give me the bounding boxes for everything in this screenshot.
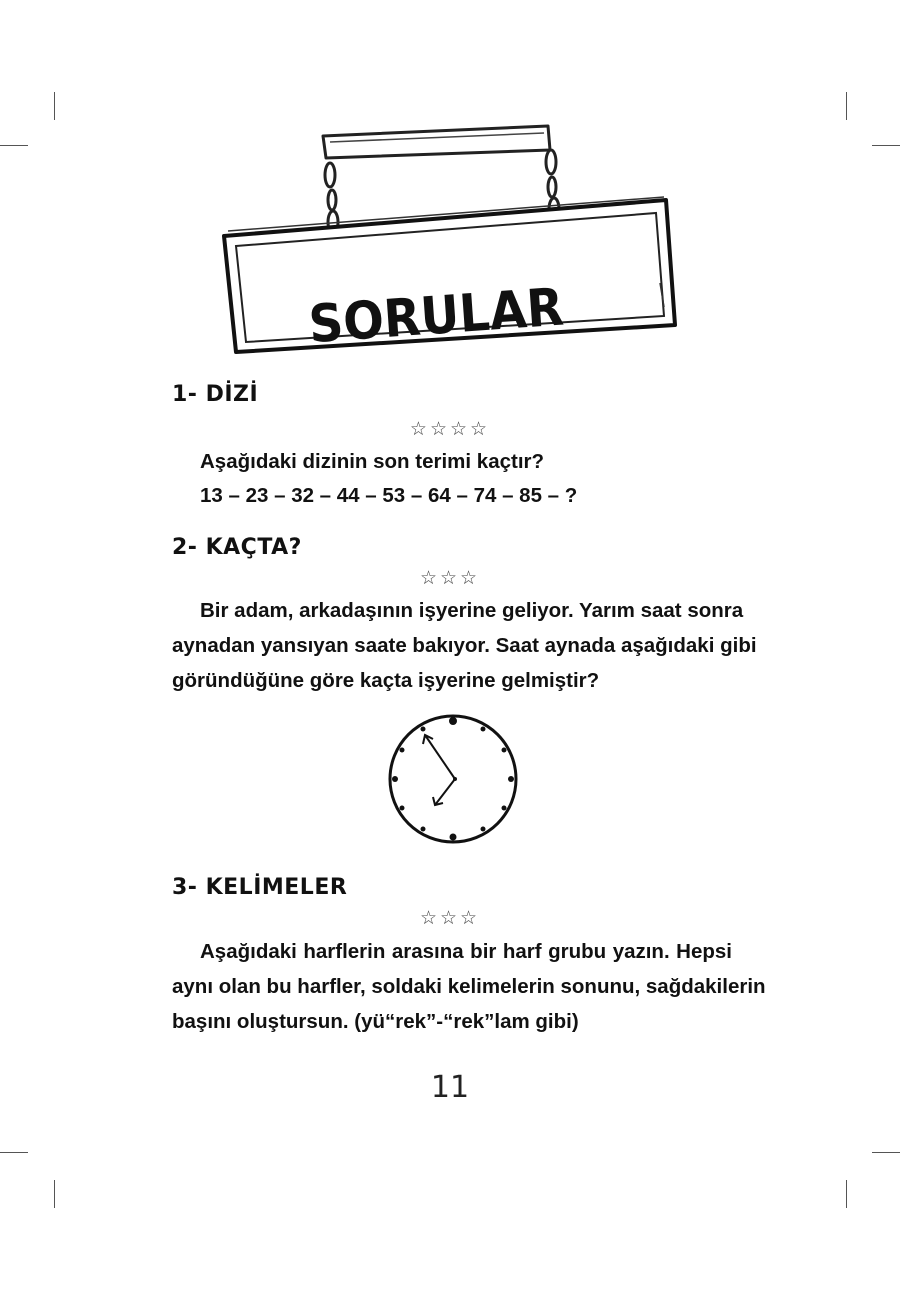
- number-sequence: 13 – 23 – 32 – 44 – 53 – 64 – 74 – 85 – ?: [200, 484, 578, 507]
- crop-mark: [846, 1180, 847, 1208]
- question-heading: 2- KAÇTA?: [172, 535, 302, 560]
- paragraph-line: göründüğüne göre kaçta işyerine gelmiştir?: [172, 669, 600, 692]
- crop-mark: [0, 1152, 28, 1153]
- paragraph-line: aynadan yansıyan saate bakıyor. Saat aynada aşağıdaki gibi: [172, 634, 757, 657]
- question-paragraph: [172, 593, 757, 698]
- mirrored-clock: [383, 713, 523, 845]
- hanging-sign: [0, 0, 900, 380]
- paragraph-line: Bir adam, arkadaşının işyerine geliyor. Yarım saat sonra: [200, 599, 744, 622]
- page-number: 11: [430, 1070, 470, 1105]
- question-heading: 1- DİZİ: [172, 382, 259, 407]
- difficulty-stars: ☆☆☆: [419, 907, 481, 929]
- crop-mark: [54, 1180, 55, 1208]
- paragraph-line: aynı olan bu harfler, soldaki kelimelerin sonunu, sağdakilerin: [172, 975, 766, 998]
- paragraph-line: başını oluştursun. (yü“rek”-“rek”lam gibi): [172, 1010, 579, 1033]
- difficulty-stars: ☆☆☆☆: [409, 418, 491, 440]
- paragraph-line: Aşağıdaki harflerin arasına bir harf grubu yazın. Hepsi: [200, 940, 732, 963]
- question-text: Aşağıdaki dizinin son terimi kaçtır?: [200, 450, 545, 473]
- crop-mark: [872, 1152, 900, 1153]
- difficulty-stars: ☆☆☆: [419, 567, 481, 589]
- question-heading: 3- KELİMELER: [172, 875, 348, 900]
- question-paragraph: [172, 934, 766, 1039]
- sign-title: SORULAR: [306, 276, 566, 355]
